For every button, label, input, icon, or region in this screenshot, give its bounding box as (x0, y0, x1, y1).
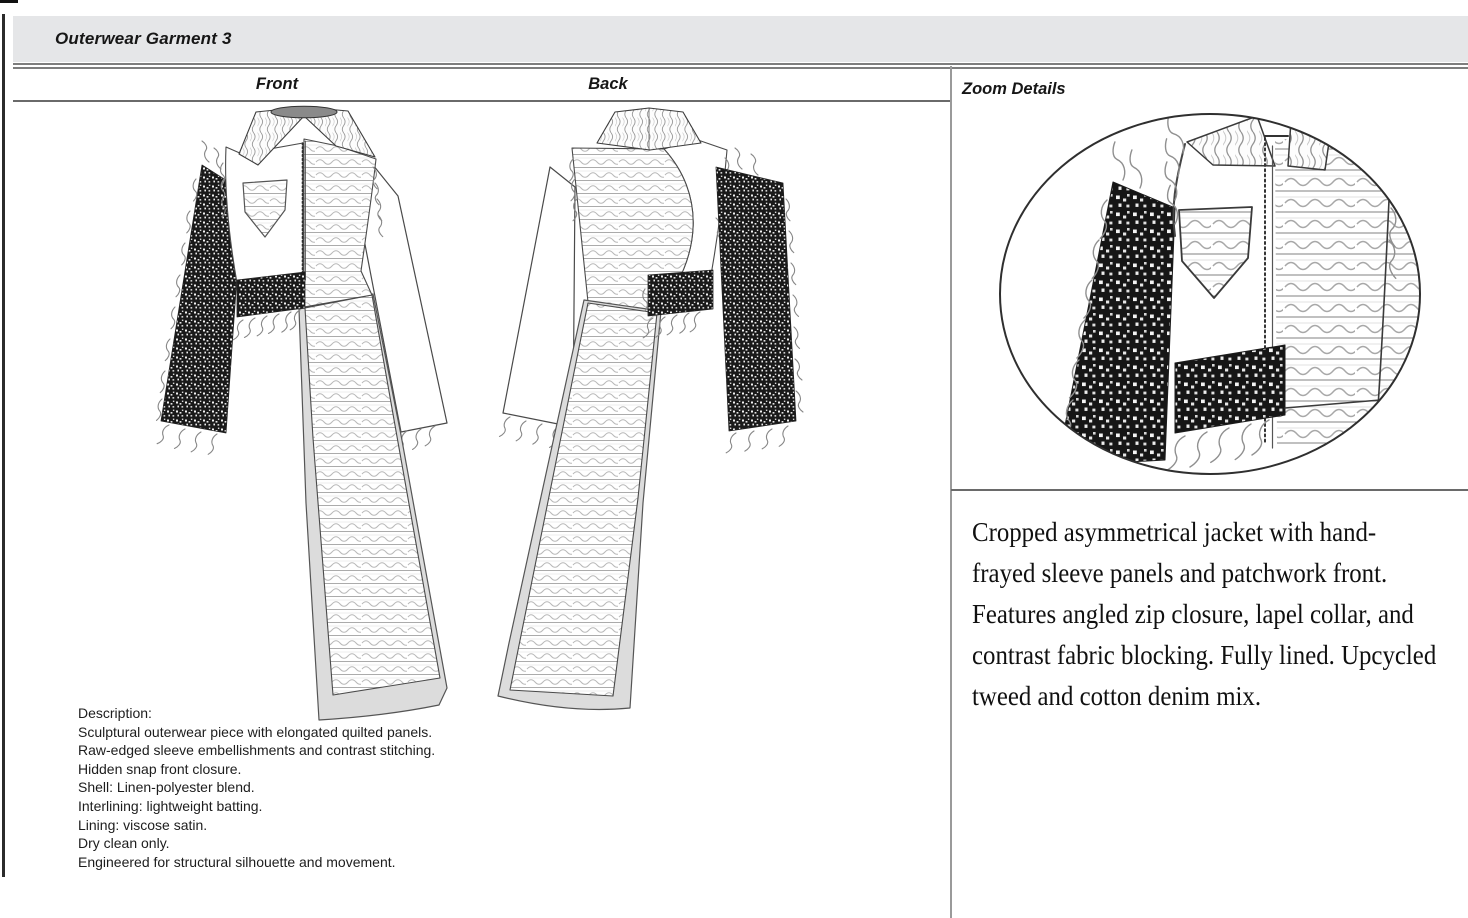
back-flat-drawing (480, 103, 880, 728)
description-line: Engineered for structural silhouette and movement. (78, 853, 396, 870)
header-rule-bottom (13, 67, 1468, 69)
front-flat-drawing (85, 103, 480, 728)
detail-paragraph: Cropped asymmetrical jacket with hand-frayed sleeve panels and patchwork front. Features angled zip closure, lapel collar, and contrast fabric blocking. Fully lined. Upcycled tweed and cotton denim mix. (972, 517, 1437, 711)
description-line: Interlining: lightweight batting. (78, 797, 263, 814)
front-view-label: Front (255, 75, 299, 93)
page-title: Outerwear Garment 3 (55, 29, 232, 48)
views-rule (13, 100, 951, 102)
back-view-label: Back (588, 75, 628, 93)
description-line: Shell: Linen-polyester blend. (78, 779, 255, 796)
description-line: Sculptural outerwear piece with elongated quilted panels. (78, 723, 433, 740)
description-line: Raw-edged sleeve embellishments and contrast stitching. (78, 742, 436, 759)
front-neck-opening (271, 106, 337, 118)
header-rule-top (13, 63, 1468, 65)
description-line: Dry clean only. (78, 835, 170, 852)
back-right-sleeve-tweed (716, 148, 803, 454)
zoom-details-title: Zoom Details (962, 80, 1066, 98)
column-divider (950, 66, 952, 918)
description-line: Hidden snap front closure. (78, 760, 242, 777)
zoom-detail-drawing (995, 108, 1425, 480)
front-waist-patch (233, 272, 305, 341)
description-heading: Description: (78, 705, 152, 721)
back-collar (597, 108, 701, 150)
description-block (78, 704, 638, 871)
corner-mark (0, 0, 18, 3)
right-section-rule (951, 489, 1468, 491)
description-line: Lining: viscose satin. (78, 816, 208, 833)
left-edge-bar (2, 14, 5, 877)
